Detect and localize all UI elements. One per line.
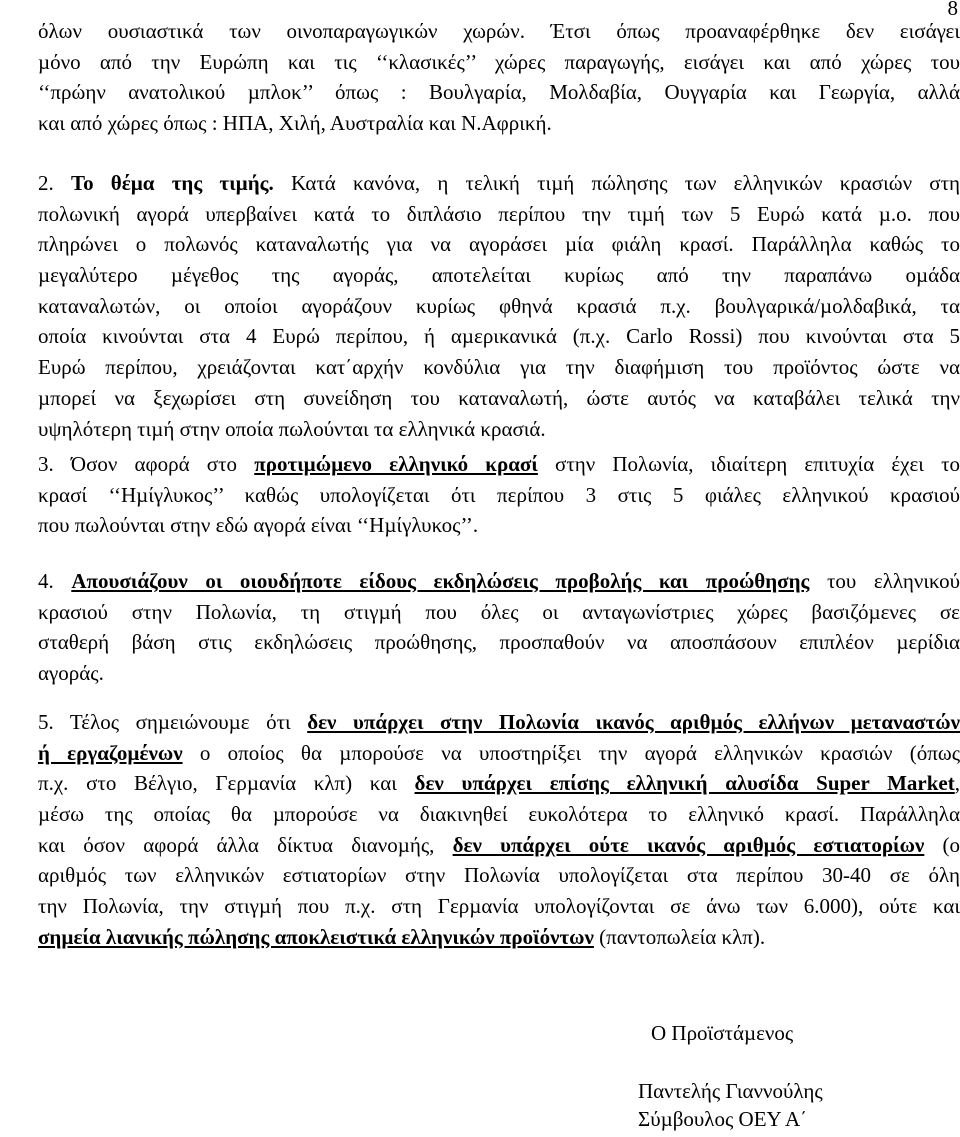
text-line: µόνο από την Ευρώπη και τις ‘‘κλασικές’’ χώρες παραγωγής, εισάγει και από χώρες του: [38, 49, 960, 74]
text-line: σταθερή βάση στις εκδηλώσεις προώθησης, προσπαθούν να αποσπάσουν επιπλέον µερίδια: [38, 630, 960, 655]
text-fragment: (παντοπωλεία κλπ).: [599, 924, 766, 949]
text-fragment: του ελληνικού: [826, 569, 960, 593]
section-heading: Το θέµα της τιµής.: [70, 171, 274, 195]
text-fragment: π.χ. στο Βέλγιο, Γερµανία κλπ) και: [38, 771, 397, 796]
emphasis-text: δεν υπάρχει επίσης ελληνική αλυσίδα Super Market: [414, 771, 955, 796]
section-3: [38, 449, 960, 541]
section-2: [38, 168, 960, 444]
text-fragment: ,: [954, 771, 960, 796]
text-fragment: Όσον αφορά στο: [70, 452, 238, 476]
text-line: υψηλότερη τιµή στην οποία πωλούνται τα ελληνικά κρασιά.: [38, 416, 546, 441]
section-2-first-line: [38, 168, 960, 199]
emphasis-text: ή εργαζοµένων: [38, 740, 183, 765]
section-number: 5.: [38, 710, 54, 734]
signature-title: Ο Προϊστάµενος: [651, 1021, 794, 1045]
text-fragment: Τέλος σηµειώνουµε ότι: [69, 710, 291, 734]
text-line: αγοράς.: [38, 661, 104, 686]
emphasis-text: προτιµώµενο ελληνικό κρασί: [254, 452, 538, 476]
signature-name: Παντελής Γιαννούλης: [638, 1079, 823, 1103]
text-fragment: στην Πολωνία, ιδιαίτερη επιτυχία έχει το: [555, 452, 960, 476]
section-5-line: [38, 768, 960, 799]
text-line: όλων ουσιαστικά των οινοπαραγωγικών χωρών. Έτσι όπως προαναφέρθηκε δεν εισάγει: [38, 19, 960, 43]
section-5-line: [38, 707, 960, 738]
text-line: ‘‘πρώην ανατολικού µπλοκ’’ όπως : Βουλγαρία, Μολδαβία, Ουγγαρία και Γεωργία, αλλά: [38, 80, 960, 105]
text-line: που πωλούνται στην εδώ αγορά είναι ‘‘Ηµίγλυκος’’.: [38, 513, 479, 538]
section-5: [38, 707, 960, 953]
text-line: µπορεί να ξεχωρίσει στη συνείδηση του καταναλωτή, ώστε αυτός να καταβάλει τελικά την: [38, 385, 960, 410]
section-3-first-line: [38, 449, 960, 480]
section-5-line: [38, 922, 960, 953]
emphasis-text: σηµεία λιανικής πώλησης αποκλειστικά ελληνικών προϊόντων: [38, 924, 594, 949]
text-fragment: ο οποίος θα µπορούσε να υποστηρίξει την αγορά ελληνικών κρασιών (όπως: [199, 740, 960, 765]
text-line: πολωνική αγορά υπερβαίνει κατά το διπλάσιο περίπου την τιµή των 5 Ευρώ κατά µ.ο. που: [38, 201, 960, 226]
section-5-line: [38, 738, 960, 769]
text-line: µεγαλύτερο µέγεθος της αγοράς, αποτελείται κυρίως από την παραπάνω οµάδα: [38, 263, 960, 288]
text-line: µέσω της οποίας θα µπορούσε να διακινηθεί ευκολότερα το ελληνικό κρασί. Παράλληλα: [38, 802, 960, 827]
text-line: την Πολωνία, την στιγµή που π.χ. στη Γερµανία υπολογίζονται σε άνω των 6.000), ούτε και: [38, 894, 960, 919]
text-line: αριθµός των ελληνικών εστιατορίων στην Πολωνία υπολογίζεται στα περίπου 30-40 σε όλη: [38, 863, 960, 888]
text-fragment: και όσον αφορά άλλα δίκτυα διανοµής,: [38, 832, 435, 857]
text-line: Ευρώ περίπου, χρειάζονται κατ΄αρχήν κονδύλια για την διαφήµιση του προϊόντος ώστε να: [38, 355, 960, 380]
section-number: 3.: [38, 452, 54, 476]
signature-role: Σύµβουλος ΟΕΥ Α΄: [638, 1107, 808, 1131]
emphasis-text: δεν υπάρχει στην Πολωνία ικανός αριθµός ελλήνων µεταναστών: [307, 710, 960, 734]
text-line: κρασί ‘‘Ηµίγλυκος’’ καθώς υπολογίζεται ότι περίπου 3 στις 5 φιάλες ελληνικού κρασιού: [38, 482, 960, 507]
page-number: 8: [947, 0, 958, 20]
text-fragment: Κατά κανόνα, η τελική τιµή πώλησης των ελληνικών κρασιών στη: [290, 171, 960, 195]
section-4-first-line: [38, 566, 960, 597]
text-line: οποία κινούνται στα 4 Ευρώ περίπου, ή αµερικανικά (π.χ. Carlo Rossi) που κινούνται στα 5: [38, 324, 960, 349]
section-4: [38, 566, 960, 689]
section-number: 2.: [38, 171, 54, 195]
text-line: και από χώρες όπως : ΗΠΑ, Χιλή, Αυστραλία και Ν.Αφρική.: [38, 111, 552, 136]
section-number: 4.: [38, 569, 54, 593]
text-line: πληρώνει ο πολωνός καταναλωτής για να αγοράσει µία φιάλη κρασί. Παράλληλα καθώς το: [38, 232, 960, 257]
text-line: κρασιού στην Πολωνία, τη στιγµή που όλες οι ανταγωνίστριες χώρες βασιζόµενες σε: [38, 599, 960, 624]
intro-paragraph: [38, 16, 960, 139]
emphasis-text: δεν υπάρχει ούτε ικανός αριθµός εστιατορίων: [452, 832, 925, 857]
text-fragment: (ο: [942, 832, 960, 857]
section-5-line: [38, 830, 960, 861]
emphasis-text: Απουσιάζουν οι οιουδήποτε είδους εκδηλώσεις προβολής και προώθησης: [71, 569, 810, 593]
text-line: καταναλωτών, οι οποίοι αγοράζουν κυρίως φθηνά κρασιά π.χ. βουλγαρικά/µολδαβικά, τα: [38, 293, 960, 318]
